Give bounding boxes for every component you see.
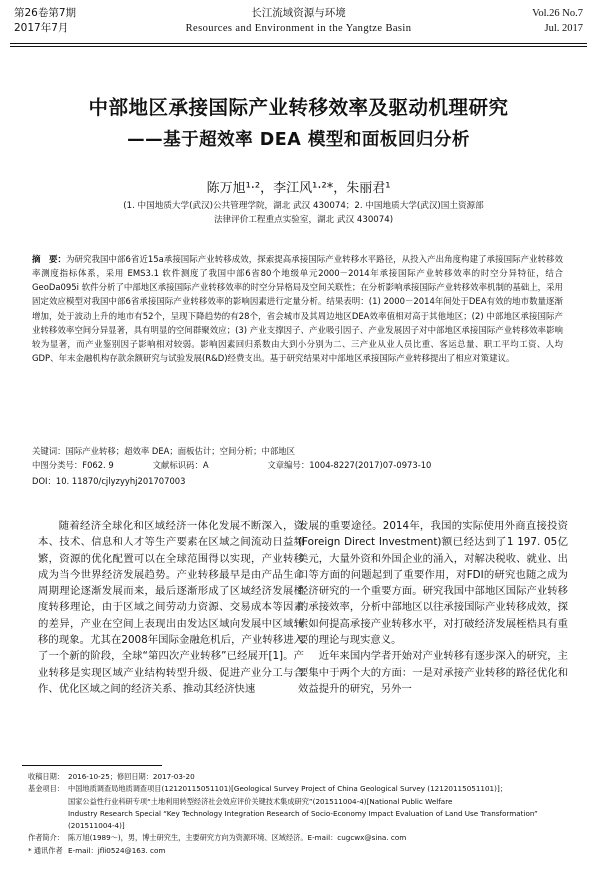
affiliation-line: (1. 中国地质大学(武汉)公共管理学院，湖北 武汉 430074；2. 中国地质大学(武汉)国土资源部 <box>123 201 484 211</box>
header-vol-no: Vol.26 No.7 <box>532 8 583 19</box>
header-volume-cn <box>14 6 76 36</box>
affiliation-line: 法律评价工程重点实验室，湖北 武汉 430074) <box>213 215 394 225</box>
header-rule-thin <box>10 46 587 47</box>
footnote-received <box>22 771 577 783</box>
doc-value: A <box>202 460 209 470</box>
keywords <box>32 445 563 459</box>
article-title: 中部地区承接国际产业转移效率及驱动机理研究 <box>88 96 509 119</box>
article-number <box>267 459 431 473</box>
fund-line: Industry Research Special “Key Technology Integration Research of Socio-Economy Impact Evaluation of Land Use Transformation” <box>68 808 538 818</box>
keywords-label: 关键词： <box>32 446 66 456</box>
keywords-text: 国际产业转移；超效率 DEA；面板估计；空间分析；中部地区 <box>65 446 296 456</box>
clc-value: F062. 9 <box>82 460 114 470</box>
header-rule-thick <box>10 43 587 44</box>
fund-line: 国家公益性行业科研专项“土地利用转型经济社会效应评价关键技术集成研究”(201511004-4)[National Public Welfare <box>68 796 453 806</box>
body-paragraph: 近年来国内学者开始对产业转移有逐步深入的研究，主要集中于两个大的方面：一是对承接产业转移的路径优化和效益提升的研究，另外一 <box>298 650 568 695</box>
journal-name-en: Resources and Environment in the Yangtze Basin <box>185 23 412 34</box>
corresponding-email: E-mail：jfli0524@163. com <box>68 845 166 855</box>
header-journal-name <box>128 6 469 36</box>
abstract-text: 为研究我国中部6省近15a承接国际产业转移成效，探索提高承接国际产业转移水平路径，从投入产出角度构建了承接国际产业转移效率测度指标体系，采用 EMS3.1 软件测度了我国中部6省80个地级单元2000－2014年承接国际产业转移效率的时空分异特征，结合 GeoDa095i 软件分析了中部地区承接国际产业转移效率的时空分异格局及空间关联性；在分析影响承接国际产业转移效率机制的基础上，采用固定效应模型对我国中部6省承接国际产业转移效率的影响因素进行定量分析。结果表明：(1) 2000－2014年间处于DEA有效的地市数量逐渐增加，处于波动上升的地市有52个，呈现下降趋势的有28个，省会城市及其周边地区DEA效率值相对高于其他地区；(2) 中部地区承接国际产业转移效率空间分异显著，具有明显的空间群聚效应；(3) 产业支撑因子、产业吸引因子、产业发展因子对中部地区承接国际产业转移效率影响较为显著，而产业鉴别因子影响相对较弱。影响因素回归系数由大到小分别为二、三产业从业人员比重、客运总量、职工平均工资、人均GDP、年末金融机构存款余额研究与试验发展(R&D)经费支出。基于研究结果对中部地区承接国际产业转移提出了相应对策建议。 <box>32 254 563 364</box>
document-code <box>153 459 265 473</box>
fund-line: 中国地质调查局地质调查项目(12120115051101)[Geological Survey Project of China Geological Survey (12120115051101)]； <box>68 784 507 794</box>
author-list: 陈万旭¹·²，李江风¹·²*，朱丽君¹ <box>206 181 391 196</box>
received-label: 收稿日期： <box>28 772 64 781</box>
author-bio-label: 作者简介： <box>28 833 64 843</box>
fund-line: (201511004-4)] <box>68 821 125 831</box>
footnote-fund-cont <box>22 808 577 820</box>
footnote-fund <box>22 783 577 795</box>
header-date-cn: 2017年7月 <box>14 22 69 34</box>
body-column-right <box>298 518 568 697</box>
body-column-left <box>38 518 304 697</box>
article-label: 文章编号： <box>267 460 310 470</box>
footnote-corresponding <box>22 845 577 857</box>
author-bio: 陈万旭(1989～)，男，博士研究生，主要研究方向为资源环境、区域经济。E-mail：cugcwx@sina. com <box>68 833 407 843</box>
journal-name-cn: 长江流域资源与环境 <box>251 7 346 19</box>
footnote-rule <box>22 765 162 766</box>
header-volume-en <box>532 6 583 36</box>
article-value: 1004-8227(2017)07-0973-10 <box>309 460 432 470</box>
footnote-fund-cont <box>22 820 577 832</box>
footnote-author <box>22 832 577 844</box>
header-date-en: Jul. 2017 <box>544 23 583 34</box>
received-dates: 2016-10-25；修回日期：2017-03-20 <box>68 772 195 781</box>
fund-label: 基金项目： <box>28 784 64 794</box>
doc-label: 文献标识码： <box>152 460 203 470</box>
article-subtitle: ——基于超效率 DEA 模型和面板回归分析 <box>127 130 470 150</box>
header-volume-issue: 第26卷第7期 <box>14 7 77 19</box>
abstract-label: 摘 要： <box>32 254 66 264</box>
footnote <box>22 771 577 857</box>
footnote-fund-cont <box>22 796 577 808</box>
clc-code <box>32 459 150 473</box>
doi: DOI：10. 11870/cjlyzyyhj201707003 <box>32 476 186 486</box>
body-paragraph: 发展的重要途径。2014年，我国的实际使用外商直接投资(Foreign Direct Investment)额已经达到了1 197. 05亿美元，大量外资和外国企业的涌入，对解决税收、就业、出口等方面的问题起到了重要作用，对FDI的研究也随之成为经济研究的一个重要方面。研究我国中部地区国际产业转移的承接效率，分析中部地区以往承接国际产业转移成效，探索如何提高承接产业转移水平，对打破经济发展桎梏具有重要的理论与现实意义。 <box>298 520 568 647</box>
abstract <box>32 252 563 365</box>
running-header <box>8 6 589 44</box>
classification-line <box>32 459 563 473</box>
affiliations <box>70 199 537 227</box>
clc-label: 中图分类号： <box>32 460 83 470</box>
corresponding-label: * 通讯作者 <box>28 845 63 855</box>
body-paragraph: 随着经济全球化和区域经济一体化发展不断深入，资本、技术、信息和人才等生产要素在区域之间流动日益频繁，资源的优化配置可以在全球范围得以实现，产业转移成为当今世界经济发展趋势。产业转移最早是由产品生命周期理论逐渐发展而来，最后逐渐形成了区域经济发展梯度转移理论，由于区域之间劳动力资源、交易成本等因素的差异，产业在空间上表现出由发达区域向发展中区域转移的现象。尤其在2008年国际金融危机后，产业转移进入了一个新的阶段，全球“第四次产业转移”已经展开[1]。产业转移是实现区域产业结构转型升级、促进产业分工与合作、优化区域之间的经济关系、推动其经济快速 <box>38 520 304 695</box>
